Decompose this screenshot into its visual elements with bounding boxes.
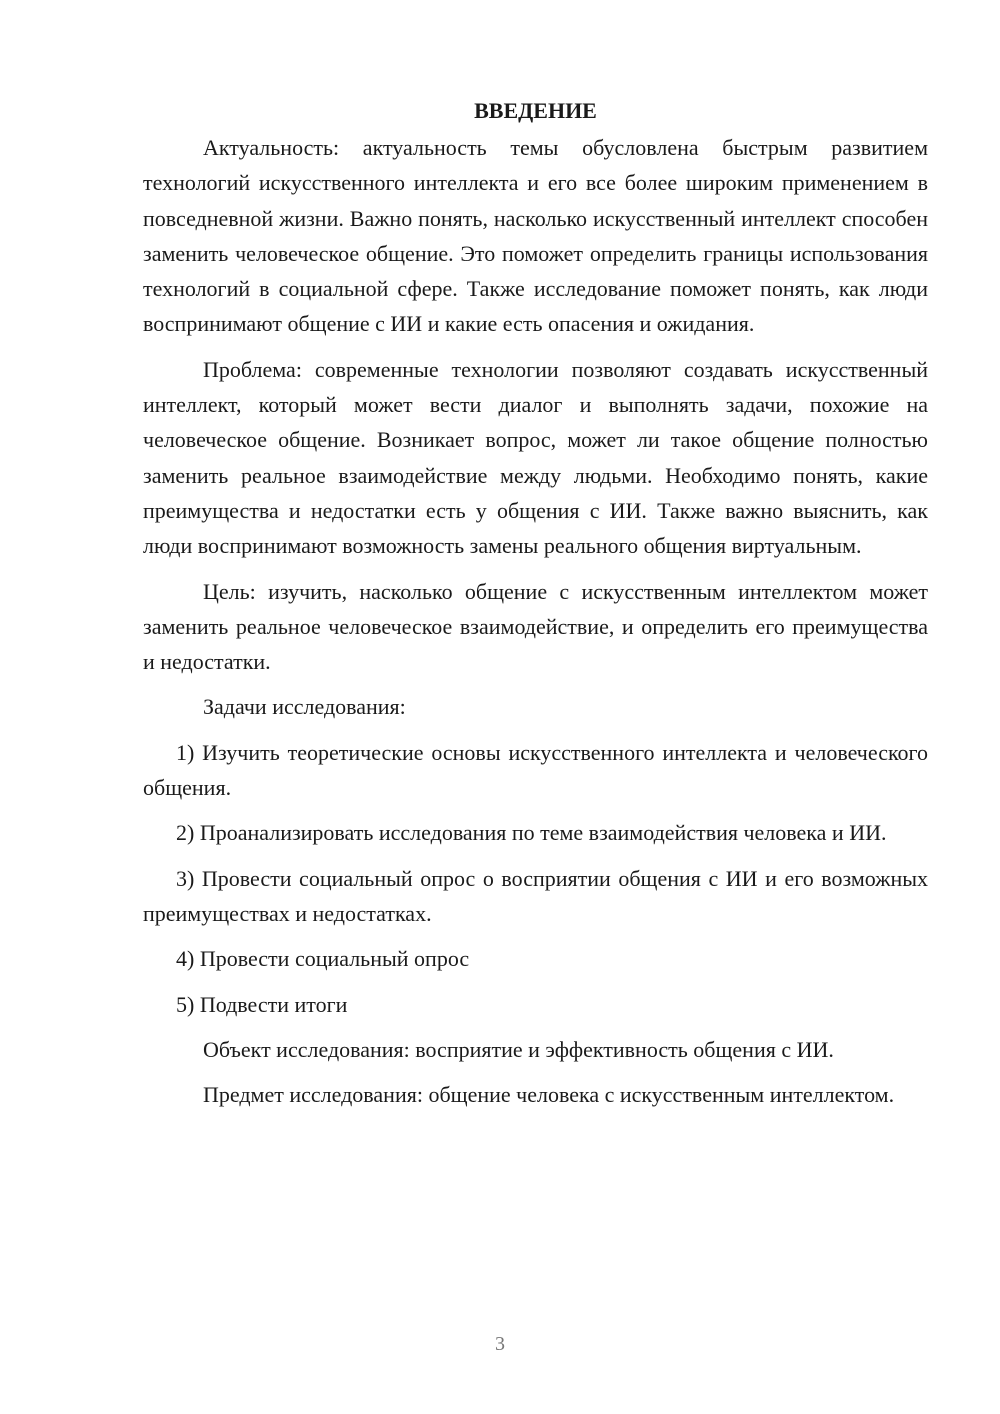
goal-paragraph: Цель: изучить, насколько общение с искусственным интеллектом может заменить реальное человеческое взаимодействие, и определить его преимущества и недостатки. xyxy=(143,578,928,675)
tasks-heading: Задачи исследования: xyxy=(203,694,406,720)
task-item-1: 1) Изучить теоретические основы искусственного интеллекта и человеческого общения. xyxy=(143,739,928,801)
research-subject: Предмет исследования: общение человека с искусственным интеллектом. xyxy=(203,1082,895,1108)
problem-paragraph: Проблема: современные технологии позволяют создавать искусственный интеллект, который может вести диалог и выполнять задачи, похожие на человеческое общение. Возникает вопрос, может ли такое общение полностью заменить реальное взаимодействие между людьми. Необходимо понять, какие преимущества и недостатки есть у общения с ИИ. Также важно выяснить, как люди воспринимают возможность замены реального общения виртуальным. xyxy=(143,356,928,559)
task-item-4: 4) Провести социальный опрос xyxy=(176,946,470,972)
task-item-5: 5) Подвести итоги xyxy=(176,991,348,1017)
page-number: 3 xyxy=(495,1333,505,1355)
task-item-3: 3) Провести социальный опрос о восприятии общения с ИИ и его возможных преимуществах и недостатках. xyxy=(143,865,928,926)
section-heading: ВВЕДЕНИЕ xyxy=(474,98,597,123)
task-item-2: 2) Проанализировать исследования по теме взаимодействия человека и ИИ. xyxy=(176,820,887,846)
relevance-paragraph: Актуальность: актуальность темы обусловлена быстрым развитием технологий искусственного интеллекта и его все более широким применением в повседневной жизни. Важно понять, насколько искусственный интеллект способен заменить человеческое общение. Это поможет определить границы использования технологий в социальной сфере. Также исследование поможет понять, как люди воспринимают общение с ИИ и какие есть опасения и ожидания. xyxy=(143,135,928,337)
research-object: Объект исследования: восприятие и эффективность общения с ИИ. xyxy=(203,1036,834,1062)
document-page xyxy=(143,96,928,1112)
